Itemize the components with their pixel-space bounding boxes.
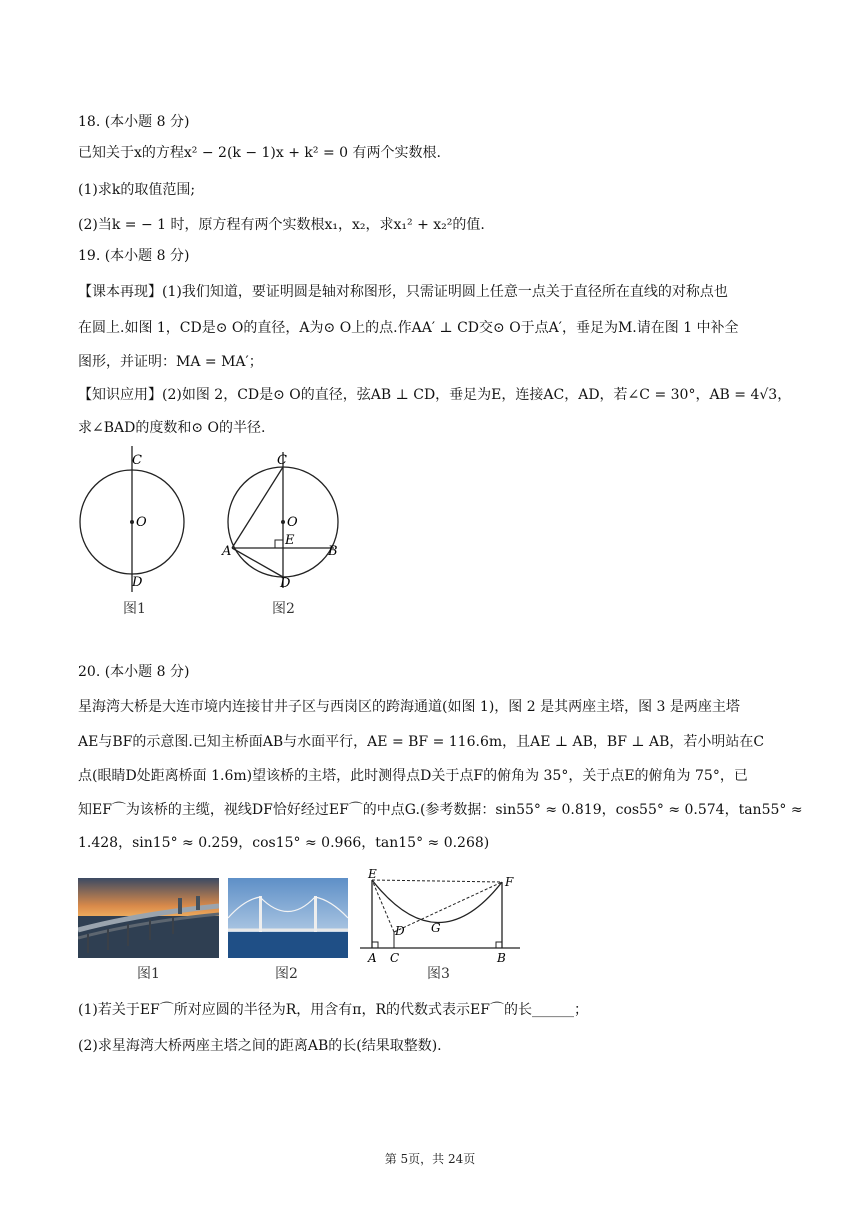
fig3-label-c: C [390,951,400,965]
fig3-label-b: B [497,951,506,965]
q18-header: 18. (本小题 8 分) [78,114,190,130]
q19-line1: 【课本再现】(1)我们知道，要证明圆是轴对称图形，只需证明圆上任意一点关于直径所在直线的对称点也 [78,284,728,300]
fig3-label-a: A [368,951,377,965]
q20-line1: 星海湾大桥是大连市境内连接甘井子区与西岗区的跨海通道(如图 1)，图 2 是其两座主塔，图 3 是两座主塔 [78,699,740,715]
q20-figure-3-schematic [356,866,526,970]
q20-fig2-caption: 图2 [275,966,298,982]
q20-line2: AE与BF的示意图.已知主桥面AB与水面平行，AE = BF = 116.6m，且AE ⊥ AB，BF ⊥ AB，若小明站在C [78,734,765,750]
fig2-label-e: E [285,533,295,548]
q20-header: 20. (本小题 8 分) [78,664,190,680]
q19-line2: 在圆上.如图 1，CD是⊙ O的直径，A为⊙ O上的点.作AA′ ⊥ CD交⊙ O于点A′，垂足为M.请在图 1 中补全 [78,320,739,336]
fig2-label-c: C [277,453,287,468]
page-footer: 第 5页，共 24页 [384,1152,476,1166]
q20-part1: (1)若关于EF⌒所对应圆的半径为R，用含有π，R的代数式表示EF⌒的长______； [78,1002,588,1018]
q20-part2: (2)求星海湾大桥两座主塔之间的距离AB的长(结果取整数). [78,1038,442,1054]
q20-fig1-caption: 图1 [137,966,160,982]
fig1-label-c: C [132,453,142,468]
q20-line3: 点(眼睛D处距离桥面 1.6m)望该桥的主塔，此时测得点D关于点F的俯角为 35°，关于点E的俯角为 75°，已 [78,768,748,784]
fig2-label-b: B [328,544,338,559]
fig2-label-a: A [222,544,232,559]
fig3-label-d: D [395,924,405,938]
fig1-label-d: D [132,575,143,590]
q19-line4: 【知识应用】(2)如图 2，CD是⊙ O的直径，弦AB ⊥ CD，垂足为E，连接AC，AD，若∠C = 30°，AB = 4√3， [78,387,792,403]
q20-fig3-caption: 图3 [427,966,450,982]
fig3-label-g: G [431,921,441,935]
q20-line5: 1.428，sin15° ≈ 0.259，cos15° ≈ 0.966，tan15° ≈ 0.268) [78,835,490,851]
q20-line4: 知EF⌒为该桥的主缆，视线DF恰好经过EF⌒的中点G.(参考数据：sin55° ≈ 0.819，cos55° ≈ 0.574，tan55° ≈ [78,802,803,818]
q19-fig1-caption: 图1 [123,601,146,617]
q18-part2: (2)当k = − 1 时，原方程有两个实数根x₁，x₂，求x₁² + x₂²的值. [78,217,485,233]
fig3-label-e: E [368,867,377,881]
fig2-label-d: D [280,576,291,591]
q18-stem: 已知关于x的方程x² − 2(k − 1)x + k² = 0 有两个实数根. [78,145,441,161]
q19-header: 19. (本小题 8 分) [78,248,190,264]
q20-photo-suspension-bridge [228,878,348,958]
fig2-label-o: O [287,515,298,530]
q19-figure-2 [216,440,356,620]
q19-line5: 求∠BAD的度数和⊙ O的半径. [78,420,266,436]
q19-figure-1 [70,440,200,620]
q18-part1: (1)求k的取值范围; [78,182,196,198]
q19-fig2-caption: 图2 [272,601,295,617]
fig3-label-f: F [505,875,514,889]
fig1-label-o: O [136,515,147,530]
q19-line3: 图形，并证明：MA = MA′； [78,354,263,370]
q20-photo-bridge-sunset [78,878,219,958]
